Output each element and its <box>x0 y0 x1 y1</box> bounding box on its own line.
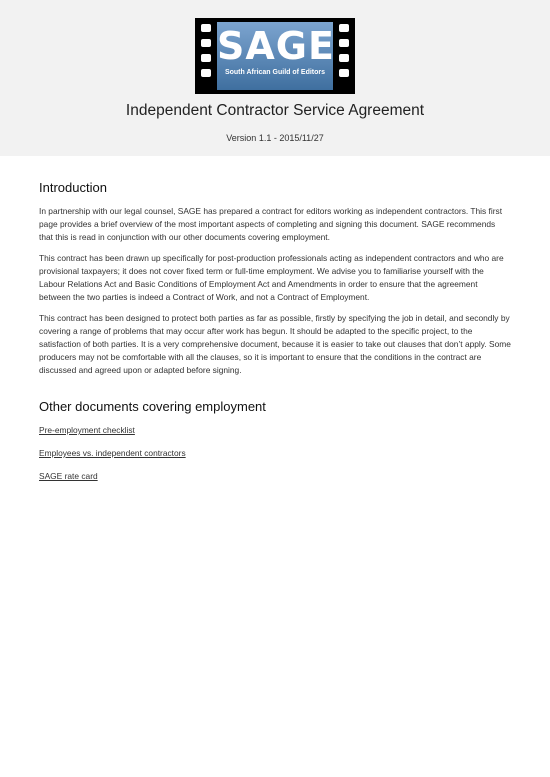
document-title: Independent Contractor Service Agreement <box>125 102 425 119</box>
other-documents-section <box>39 399 511 483</box>
document-version: Version 1.1 - 2015/11/27 <box>226 133 324 143</box>
film-holes-right <box>339 24 349 84</box>
sage-logo <box>195 18 355 94</box>
link-pre-employment-checklist[interactable]: Pre-employment checklist <box>39 425 135 435</box>
other-documents-heading: Other documents covering employment <box>39 399 266 414</box>
introduction-heading: Introduction <box>39 180 107 195</box>
introduction-paragraph-3: This contract has been designed to protect both parties as far as possible, firstly by specifying the job in detail, and secondly by covering a range of problems that may occur after work has begun. It should be adapted to the specific project, to the satisfaction of both parties. It is a very comprehensive document, because it is easier to take out clauses that don’t apply. Some producers may not be comfortable with all the clauses, so it is important to ensure that the conditions in the contract are discussed and agreed upon or adapted before signing. <box>39 313 511 375</box>
film-holes-left <box>201 24 211 84</box>
introduction-paragraph-1: In partnership with our legal counsel, SAGE has prepared a contract for editors working as independent contractors. This first page provides a brief overview of the most important aspects of completing and signing this document. SAGE recommends that this is read in conjunction with our other documents covering employment. <box>39 206 503 242</box>
logo-word: SAGE <box>217 24 335 68</box>
link-sage-rate-card[interactable]: SAGE rate card <box>39 471 98 481</box>
logo-panel <box>217 22 333 90</box>
document-body <box>39 180 511 493</box>
introduction-paragraph-2: This contract has been drawn up specifically for post-production professionals acting as independent contractors and who are provisional taxpayers; it does not cover fixed term or full-time employment. We advise you to familiarise yourself with the Labour Relations Act and Basic Conditions of Employment Act and Amendments in order to ensure that the agreement between the two parties is indeed a Contract of Work, and not a Contract of Employment. <box>39 253 504 302</box>
logo-tagline: South African Guild of Editors <box>224 69 326 76</box>
document-header <box>0 0 550 156</box>
link-employees-vs-contractors[interactable]: Employees vs. independent contractors <box>39 448 186 458</box>
